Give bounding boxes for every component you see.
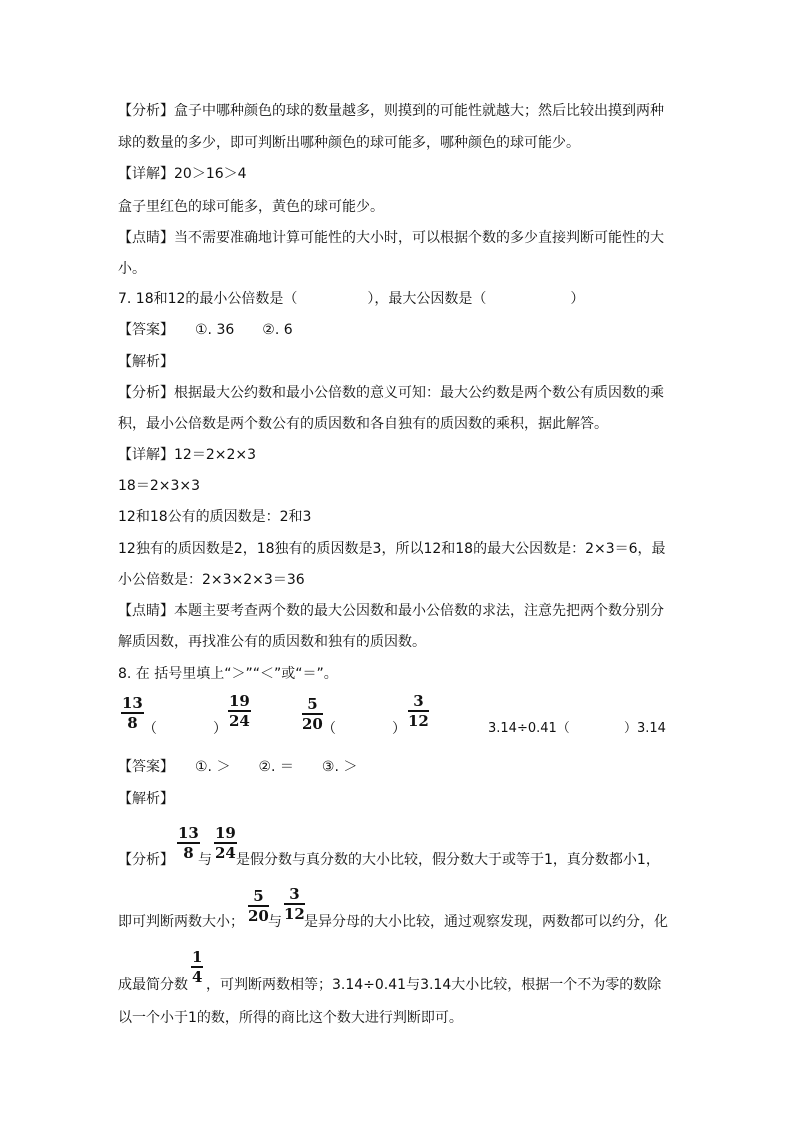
q8-analysis-line-1-rest: 是假分数与真分数的大小比较，假分数大于或等于1，真分数都小1， xyxy=(236,852,660,868)
q7-answer: 【答案】 ①. 36 ②. 6 xyxy=(118,322,293,338)
q8-analysis-prefix: 【分析】 xyxy=(118,852,174,868)
q7-comment-line-2: 解质因数，再找准公有的质因数和独有的质因数。 xyxy=(118,634,426,650)
blank-1[interactable]: （ ） xyxy=(143,721,227,737)
result-line: 盒子里红色的球可能多，黄色的球可能少。 xyxy=(118,199,384,215)
q8-analysis-with-2: 与 xyxy=(268,914,282,930)
analysis-fraction-13-8: 13 8 xyxy=(178,824,199,862)
q7-detail-line-2: 18＝2×3×3 xyxy=(118,478,200,494)
blank-2[interactable]: （ ） xyxy=(322,721,406,737)
fraction-3-12: 3 12 xyxy=(408,692,429,730)
fraction-19-24: 19 24 xyxy=(229,692,250,730)
analysis-fraction-5-20: 5 20 xyxy=(248,887,269,925)
q8-answer: 【答案】 ①. ＞ ②. ＝ ③. ＞ xyxy=(118,759,358,775)
analysis-line-2: 球的数量的多少，即可判断出哪种颜色的球可能多，哪种颜色的球可能少。 xyxy=(118,135,580,151)
analysis-fraction-19-24: 19 24 xyxy=(215,824,236,862)
q7-analysis-line-2: 积，最小公倍数是两个数公有的质因数和各自独有的质因数的乘积，据此解答。 xyxy=(118,416,608,432)
analysis-fraction-1-4: 1 4 xyxy=(192,948,203,986)
analysis-line-1: 【分析】盒子中哪种颜色的球的数量越多，则摸到的可能性就越大；然后比较出摸到两种 xyxy=(118,103,664,119)
fraction-5-20: 5 20 xyxy=(302,695,323,733)
q7-comment-line-1: 【点睛】本题主要考查两个数的最大公因数和最小公倍数的求法，注意先把两个数分别分 xyxy=(118,603,664,619)
comment-line-2: 小。 xyxy=(118,261,146,277)
q7-analysis-line-1: 【分析】根据最大公约数和最小公倍数的意义可知：最大公约数是两个数公有质因数的乘 xyxy=(118,385,664,401)
q8-analysis-line-4: 以一个小于1的数，所得的商比这个数大进行判断即可。 xyxy=(118,1010,463,1026)
fraction-13-8: 13 8 xyxy=(122,694,143,732)
q8-analysis-line-3-rest: ，可判断两数相等；3.14÷0.41与3.14大小比较，根据一个不为零的数除 xyxy=(206,977,662,993)
q7-solution-heading: 【解析】 xyxy=(118,354,174,370)
q8-analysis-line-2-pre: 即可判断两数大小； xyxy=(118,914,244,930)
q7-detail-line-4: 12独有的质因数是2，18独有的质因数是3，所以12和18的最大公因数是：2×3＝6，最 xyxy=(118,541,666,557)
q8-question: 8. 在 括号里填上“＞”“＜”或“＝”。 xyxy=(118,666,338,682)
detail-line: 【详解】20＞16＞4 xyxy=(118,166,247,182)
q8-analysis-with-1: 与 xyxy=(198,852,212,868)
q8-analysis-line-2-rest: 是异分母的大小比较，通过观察发现，两数都可以约分，化 xyxy=(304,914,668,930)
q7-detail-line-3: 12和18公有的质因数是：2和3 xyxy=(118,509,312,525)
expr-right: ）3.14 xyxy=(624,721,666,736)
q8-analysis-line-3-pre: 成最简分数 xyxy=(118,977,188,993)
q7-question: 7. 18和12的最小公倍数是（ ），最大公因数是（ ） xyxy=(118,291,585,307)
analysis-fraction-3-12: 3 12 xyxy=(284,885,305,923)
expr-left: 3.14÷0.41（ xyxy=(488,721,570,736)
q7-detail-line-5: 小公倍数是：2×3×2×3＝36 xyxy=(118,572,305,588)
comment-line-1: 【点睛】当不需要准确地计算可能性的大小时，可以根据个数的多少直接判断可能性的大 xyxy=(118,230,664,246)
q7-detail-line-1: 【详解】12＝2×2×3 xyxy=(118,447,256,463)
q8-solution-heading: 【解析】 xyxy=(118,791,174,807)
